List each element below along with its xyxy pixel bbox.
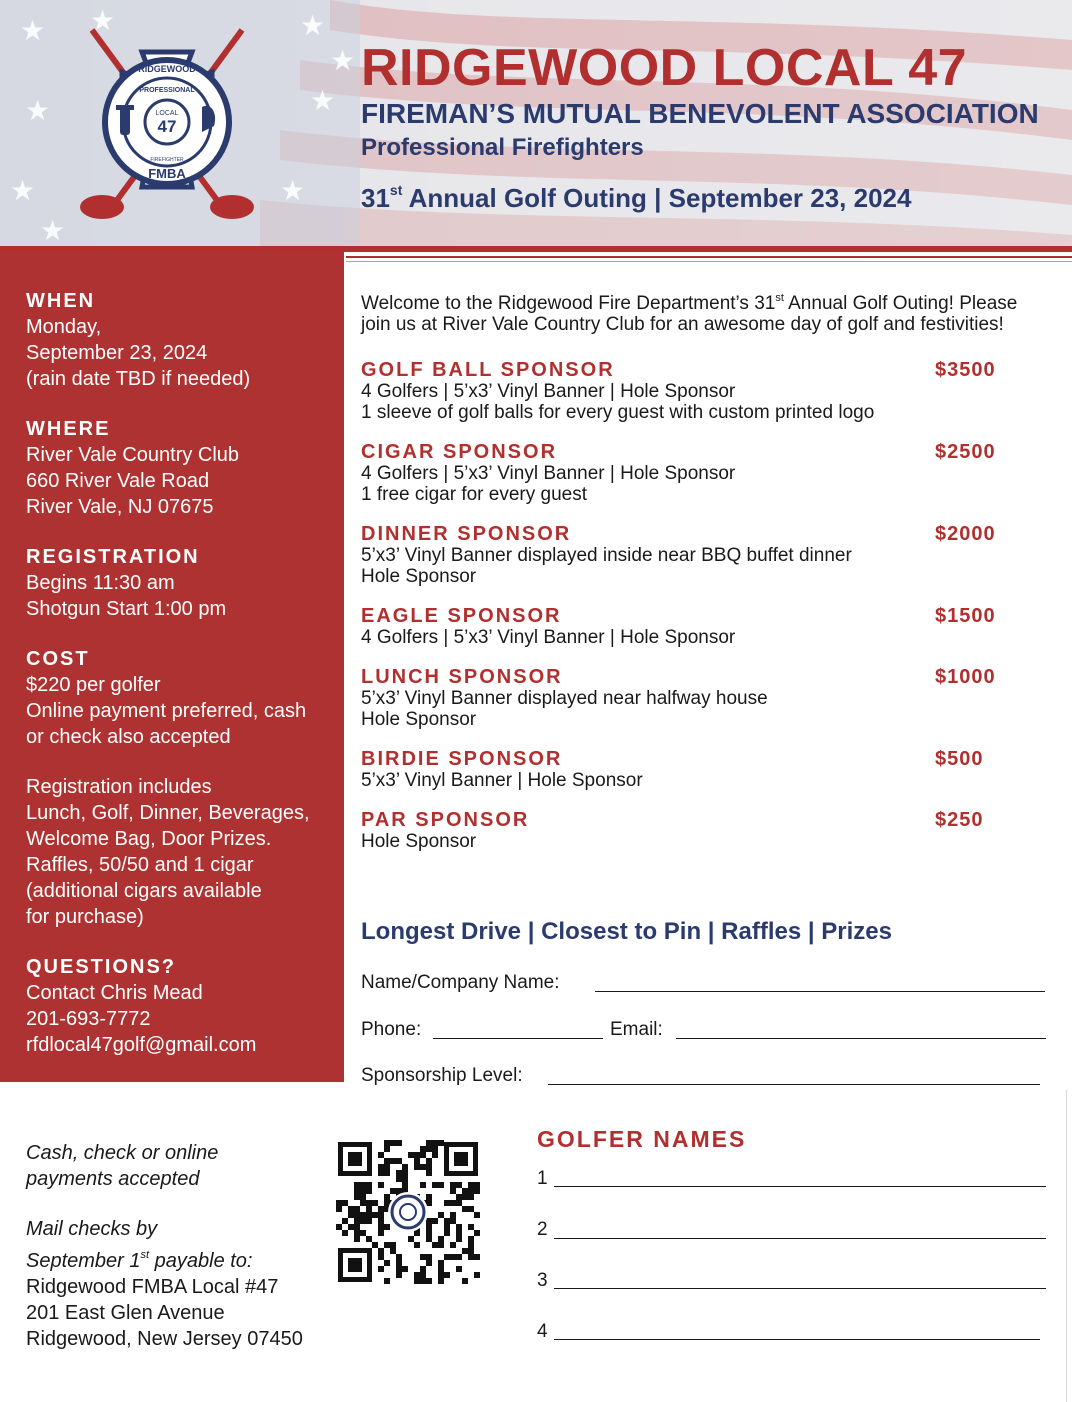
includes-line: (additional cigars available: [26, 880, 262, 902]
sponsor-name: EAGLE SPONSOR: [361, 605, 562, 627]
org-title: RIDGEWOOD LOCAL 47: [361, 39, 968, 97]
sponsor-name: DINNER SPONSOR: [361, 523, 572, 545]
sponsor-benefit: 1 sleeve of golf balls for every guest with custom printed logo: [361, 402, 875, 423]
sponsor-benefit: 5’x3’ Vinyl Banner | Hole Sponsor: [361, 770, 643, 791]
when-line: Monday,: [26, 316, 102, 338]
where-line: River Vale Country Club: [26, 444, 240, 466]
when-line: September 23, 2024: [26, 342, 208, 364]
registration-line: Shotgun Start 1:00 pm: [26, 598, 227, 620]
sponsor-price: $3500: [935, 359, 996, 381]
payment-note: Cash, check or online: [26, 1142, 219, 1164]
sponsor-price: $1500: [935, 605, 996, 627]
golfer-number: 2: [537, 1219, 548, 1240]
header-banner: [0, 0, 1072, 246]
payment-note: payments accepted: [26, 1168, 200, 1190]
sponsor-benefit: 4 Golfers | 5’x3’ Vinyl Banner | Hole Sponsor: [361, 463, 736, 484]
includes-line: Lunch, Golf, Dinner, Beverages,: [26, 802, 310, 824]
svg-text:47: 47: [157, 117, 177, 136]
sponsor-price: $1000: [935, 666, 996, 688]
phone-field[interactable]: [433, 1038, 603, 1039]
includes-line: Raffles, 50/50 and 1 cigar: [26, 854, 254, 876]
mailing-address-line: Ridgewood, New Jersey 07450: [26, 1328, 303, 1350]
sponsor-benefit: Hole Sponsor: [361, 566, 477, 587]
svg-text:FIREFIGHTER: FIREFIGHTER: [150, 157, 184, 163]
where-line: 660 River Vale Road: [26, 470, 210, 492]
sponsor-tier: [361, 748, 1061, 791]
contact-phone: 201-693-7772: [26, 1008, 151, 1030]
sponsorship-section: [361, 288, 1061, 852]
phone-label: Phone:: [361, 1019, 422, 1040]
svg-text:FMBA: FMBA: [148, 166, 186, 181]
cost-line: Online payment preferred, cash: [26, 700, 307, 722]
cost-line: or check also accepted: [26, 726, 231, 748]
sponsor-tier: [361, 809, 1061, 852]
svg-text:PROFESSIONAL: PROFESSIONAL: [139, 87, 195, 94]
questions-heading: QUESTIONS?: [26, 956, 177, 978]
org-tagline: Professional Firefighters: [361, 134, 644, 161]
golfer-name-field[interactable]: [554, 1186, 1046, 1187]
sponsor-price: $2500: [935, 441, 996, 463]
golfer-name-field[interactable]: [554, 1238, 1046, 1239]
sponsor-name: PAR SPONSOR: [361, 809, 530, 831]
sponsor-benefit: Hole Sponsor: [361, 831, 477, 852]
email-label: Email:: [610, 1019, 663, 1040]
contact-name: Contact Chris Mead: [26, 982, 203, 1004]
golfer-number: 1: [537, 1168, 548, 1189]
golfer-names-heading: GOLFER NAMES: [537, 1126, 747, 1152]
sponsor-benefit: 5’x3’ Vinyl Banner displayed near halfway house: [361, 688, 768, 709]
when-line: (rain date TBD if needed): [26, 368, 251, 390]
golfer-number: 3: [537, 1270, 548, 1291]
when-heading: WHEN: [26, 290, 96, 312]
svg-text:LOCAL: LOCAL: [155, 110, 179, 117]
mailing-address-line: 201 East Glen Avenue: [26, 1302, 225, 1324]
cost-line: $220 per golfer: [26, 674, 161, 696]
sponsor-price: $2000: [935, 523, 996, 545]
sponsor-name: GOLF BALL SPONSOR: [361, 359, 615, 381]
registration-line: Begins 11:30 am: [26, 572, 175, 594]
golfer-number: 4: [537, 1321, 548, 1342]
contact-email: rfdlocal47golf@gmail.com: [26, 1034, 257, 1056]
sponsor-benefit: 4 Golfers | 5’x3’ Vinyl Banner | Hole Sponsor: [361, 627, 736, 648]
sponsor-name: LUNCH SPONSOR: [361, 666, 563, 688]
registration-heading: REGISTRATION: [26, 546, 200, 568]
svg-text:RIDGEWOOD: RIDGEWOOD: [138, 64, 196, 74]
sponsor-tier: [361, 359, 1061, 423]
name-company-label: Name/Company Name:: [361, 972, 560, 993]
event-title: 31st Annual Golf Outing | September 23, 2024: [361, 182, 912, 213]
sponsor-tier: [361, 441, 1061, 505]
where-line: River Vale, NJ 07675: [26, 496, 214, 518]
mail-checks-note: Mail checks by: [26, 1218, 158, 1240]
sponsorship-level-label: Sponsorship Level:: [361, 1065, 523, 1086]
mailing-address-line: Ridgewood FMBA Local #47: [26, 1276, 279, 1298]
sponsor-benefit: 5’x3’ Vinyl Banner displayed inside near BBQ buffet dinner: [361, 545, 852, 566]
content-divider: [346, 256, 1072, 258]
payment-qr-code[interactable]: [336, 1140, 480, 1284]
includes-line: Registration includes: [26, 776, 212, 798]
payment-info: [26, 1140, 303, 1352]
name-company-field[interactable]: [595, 991, 1045, 992]
welcome-text: Welcome to the Ridgewood Fire Department’s 31st Annual Golf Outing! Please join us at River Vale Country Club for an awesome day of golf and festivities!: [361, 292, 1018, 335]
sponsor-benefit: 1 free cigar for every guest: [361, 484, 587, 505]
golfer-name-field[interactable]: [554, 1339, 1040, 1340]
sponsor-tier: [361, 605, 1061, 648]
sponsorship-level-field[interactable]: [548, 1084, 1040, 1085]
contests-line: Longest Drive | Closest to Pin | Raffles | Prizes: [361, 918, 892, 945]
page-border: [1066, 1090, 1067, 1402]
sponsor-price: $500: [935, 748, 984, 770]
includes-line: Welcome Bag, Door Prizes.: [26, 828, 272, 850]
cost-heading: COST: [26, 648, 90, 670]
fmba-local-47-logo: [62, 22, 272, 232]
event-details-sidebar: [0, 252, 344, 1082]
sponsor-benefit: 4 Golfers | 5’x3’ Vinyl Banner | Hole Sponsor: [361, 381, 736, 402]
sponsor-tier: [361, 523, 1061, 587]
sponsor-name: CIGAR SPONSOR: [361, 441, 558, 463]
sponsor-name: BIRDIE SPONSOR: [361, 748, 563, 770]
sponsor-tier: [361, 666, 1061, 730]
mail-deadline: September 1st payable to:: [26, 1249, 253, 1272]
sponsor-benefit: Hole Sponsor: [361, 709, 477, 730]
org-subtitle: FIREMAN’S MUTUAL BENEVOLENT ASSOCIATION: [361, 98, 1039, 129]
where-heading: WHERE: [26, 418, 111, 440]
golfer-name-field[interactable]: [554, 1288, 1046, 1289]
includes-line: for purchase): [26, 906, 144, 928]
email-field[interactable]: [676, 1038, 1046, 1039]
content-divider-secondary: [346, 261, 1072, 262]
sponsor-price: $250: [935, 809, 984, 831]
